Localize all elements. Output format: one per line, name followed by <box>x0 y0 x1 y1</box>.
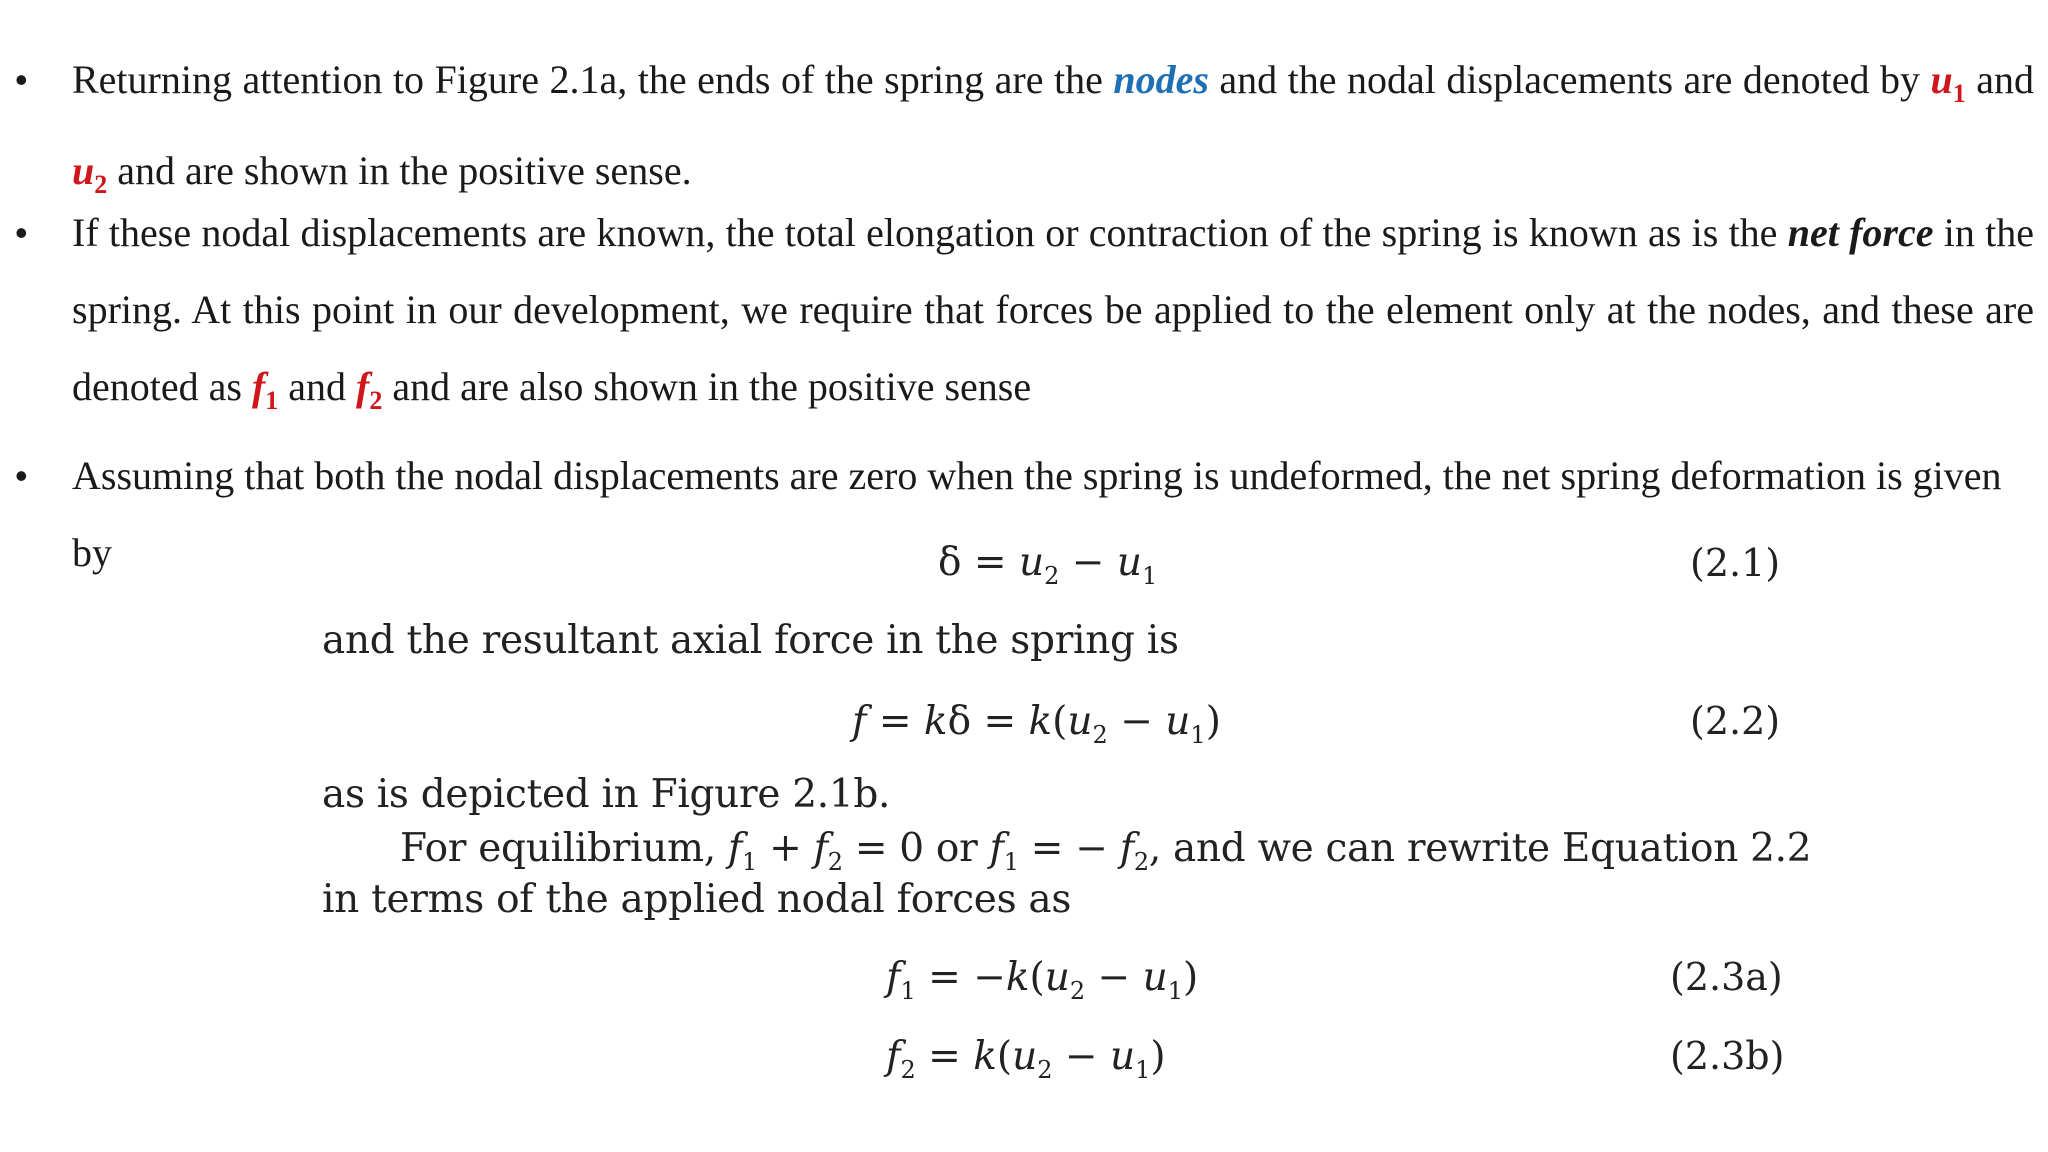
term-nodes: nodes <box>1113 57 1209 102</box>
bullet-text: Returning attention to Figure 2.1a, the ends of the spring are the <box>72 57 1114 102</box>
bullet-marker: • <box>15 212 28 253</box>
equation-2-3a: $f_1 = -k(u_2 - u_1)$ <box>886 955 1199 1005</box>
equation-number: (2.1) <box>1690 541 1781 585</box>
excerpt-text: and the resultant axial force in the spring is <box>322 618 1179 663</box>
equation-number: (2.2) <box>1690 699 1781 743</box>
variable-f2: $f_2$ <box>356 364 383 415</box>
bullet-text: Assuming that both the nodal displacements are zero when the spring is undeformed, the net spring deformation is given by <box>72 453 2002 575</box>
bullet-text: If these nodal displacements are known, the total elongation or contraction of the spring is known as is the <box>72 210 1788 255</box>
excerpt-text: as is depicted in Figure 2.1b. <box>322 772 891 817</box>
bullet-text: in the spring. At this point in our development, we require that forces be applied to the element only at the nodes, and these are denoted as <box>72 210 2035 409</box>
bullet-text: and are shown in the positive sense. <box>107 148 692 193</box>
bullet-marker: • <box>15 59 28 100</box>
excerpt-text: in terms of the applied nodal forces as <box>322 877 1072 922</box>
bullet-text: and the nodal displacements are denoted by <box>1208 57 1931 102</box>
equation-2-1: $\delta = u_2 - u_1$ <box>938 540 1158 590</box>
variable-f1: $f_1$ <box>251 364 279 415</box>
equation-number: (2.3a) <box>1670 955 1783 999</box>
bullet-text: and are also shown in the positive sense <box>382 364 1032 409</box>
bullet-marker: • <box>15 455 28 496</box>
variable-u1: $u_1$ <box>1930 57 1966 108</box>
bullet-text: and <box>278 364 357 409</box>
excerpt-text: For equilibrium, $f_1 + f_2 = 0$ or $f_1$ = − $f_2$, and we can rewrite Equation 2.2 <box>400 826 1812 876</box>
equation-2-3b: $f_2 = k(u_2 - u_1)$ <box>886 1034 1166 1084</box>
term-net-force: net force <box>1787 210 1934 255</box>
equation-2-2: $f = k\delta = k(u_2 - u_1)$ <box>852 699 1221 749</box>
variable-u2: $u_2$ <box>72 148 108 199</box>
equation-number: (2.3b) <box>1670 1034 1785 1078</box>
bullet-text: and <box>1965 57 2034 102</box>
